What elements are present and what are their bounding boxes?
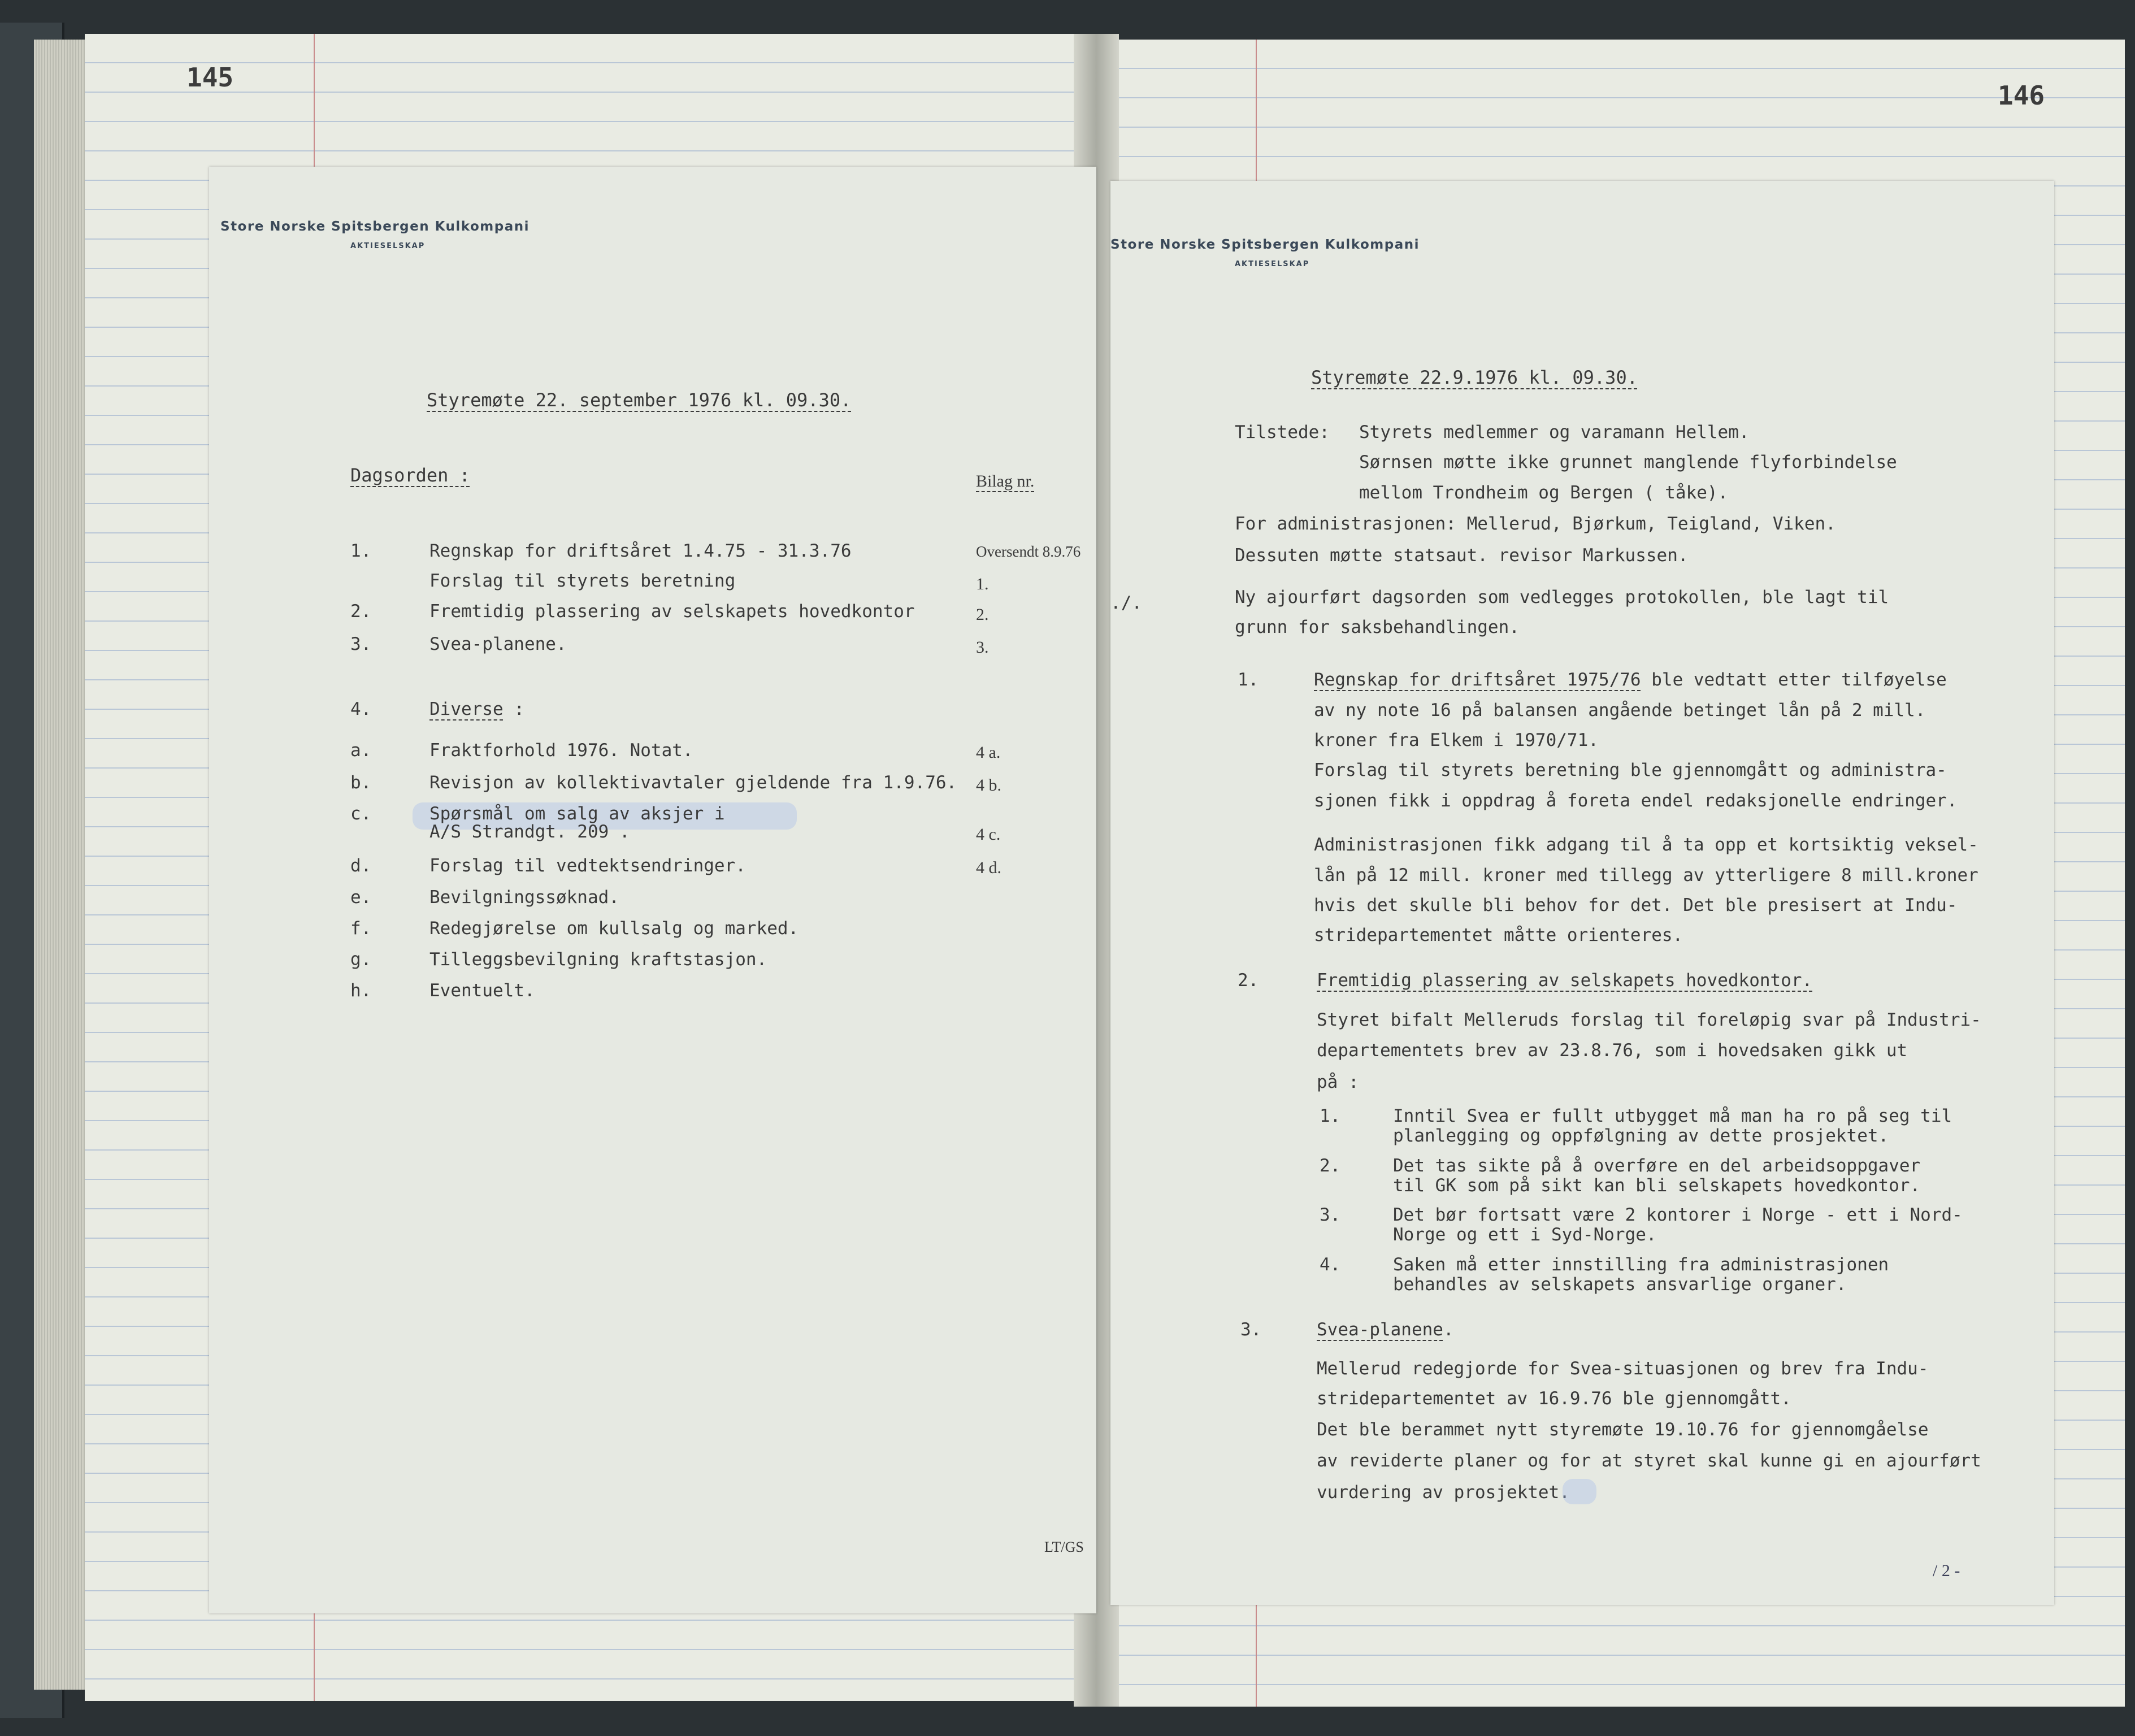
agenda-item-number: 2. xyxy=(350,601,372,622)
letterhead-form: AKTIESELSKAP xyxy=(350,242,426,250)
item3-heading-rest: . xyxy=(1443,1320,1454,1340)
item1-para2-line: hvis det skulle bli behov for det. Det ble presisert at Indu- xyxy=(1314,895,1958,915)
item1-line: kroner fra Elkem i 1970/71. xyxy=(1314,730,1599,750)
item1-line: sjonen fikk i oppdrag å foreta endel redaksjonelle endringer. xyxy=(1314,791,1958,811)
sub-item-letter: g. xyxy=(350,949,372,970)
minutes-sheet xyxy=(1110,181,2054,1605)
sub-item-letter: d. xyxy=(350,856,372,876)
sub-item-text: Spørsmål om salg av aksjer i xyxy=(429,804,725,824)
sub-item-letter: a. xyxy=(350,740,372,761)
present-line: Styrets medlemmer og varamann Hellem. xyxy=(1359,422,1750,442)
letterhead-form: AKTIESELSKAP xyxy=(1235,260,1310,268)
sub-item-bilag: 4 b. xyxy=(976,776,1001,795)
item3-line: av reviderte planer og for at styret skal kunne gi en ajourført xyxy=(1317,1451,1981,1471)
sub-item-letter: c. xyxy=(350,804,372,824)
sub-item-letter: b. xyxy=(350,772,372,793)
sub-point-number: 1. xyxy=(1320,1106,1341,1126)
sub-item-letter: h. xyxy=(350,980,372,1001)
item3-line: stridepartementet av 16.9.76 ble gjennomgått. xyxy=(1317,1388,1791,1409)
item1-heading-rest: ble vedtatt etter tilføyelse xyxy=(1641,670,1947,690)
diverse-heading xyxy=(429,701,524,718)
intro-line: Ny ajourført dagsorden som vedlegges protokollen, ble lagt til xyxy=(1235,587,1889,607)
left-page-number: 145 xyxy=(186,62,234,93)
agenda-item-number: 1. xyxy=(350,541,372,561)
bilag-label: Bilag nr. xyxy=(976,472,1035,491)
sub-item-text: Revisjon av kollektivavtaler gjeldende fra 1.9.76. xyxy=(429,772,957,793)
sub-item-text: Redegjørelse om kullsalg og marked. xyxy=(429,918,799,939)
sub-item-text: Forslag til vedtektsendringer. xyxy=(429,856,746,876)
item3-line: Mellerud redegjorde for Svea-situasjonen og brev fra Indu- xyxy=(1317,1359,1929,1379)
sub-point-line: Saken må etter innstilling fra administrasjonen xyxy=(1393,1255,1889,1275)
present-label: Tilstede: xyxy=(1235,422,1330,442)
minutes-item-number: 1. xyxy=(1238,670,1259,690)
agenda-item-text: Regnskap for driftsåret 1.4.75 - 31.3.76 xyxy=(429,541,852,561)
sub-point-line: behandles av selskapets ansvarlige organer. xyxy=(1393,1274,1847,1295)
minutes-item3-heading xyxy=(1317,1321,1454,1339)
sub-item-text: Eventuelt. xyxy=(429,980,535,1001)
sub-point-line: Norge og ett i Syd-Norge. xyxy=(1393,1225,1657,1245)
agenda-item-text: Svea-planene. xyxy=(429,634,567,654)
item2-line: på : xyxy=(1317,1072,1359,1092)
agenda-item-bilag: 2. xyxy=(976,605,989,624)
item1-para2-line: lån på 12 mill. kroner med tillegg av ytterligere 8 mill.kroner xyxy=(1314,865,1978,886)
sub-point-line: Det bør fortsatt være 2 kontorer i Norge - ett i Nord- xyxy=(1393,1205,1963,1225)
sub-item-text: Bevilgningssøknad. xyxy=(429,887,619,908)
sub-item-bilag: 4 a. xyxy=(976,743,1001,762)
sub-point-line: Inntil Svea er fullt utbygget må man ha ro på seg til xyxy=(1393,1106,1952,1126)
agenda-item-number: 4. xyxy=(350,699,372,719)
item2-line: departementets brev av 23.8.76, som i hovedsaken gikk ut xyxy=(1317,1040,1908,1061)
item1-heading-text: Regnskap for driftsåret 1975/76 xyxy=(1314,670,1641,690)
agenda-sheet xyxy=(209,167,1096,1613)
sub-point-line: til GK som på sikt kan bli selskapets hovedkontor. xyxy=(1393,1175,1921,1196)
dagsorden-label: Dagsorden : xyxy=(350,465,470,486)
item2-heading: Fremtidig plassering av selskapets hovedkontor. xyxy=(1317,970,1813,991)
sub-item-bilag: 4 c. xyxy=(976,825,1001,844)
sub-item-bilag: 4 d. xyxy=(976,858,1001,877)
sub-item-text-continued: A/S Strandgt. 209 . xyxy=(429,822,630,842)
minutes-item-number: 2. xyxy=(1238,970,1259,991)
admin-line: For administrasjonen: Mellerud, Bjørkum, Teigland, Viken. xyxy=(1235,514,1836,534)
sub-item-letter: e. xyxy=(350,887,372,908)
typist-initials: LT/GS xyxy=(1044,1539,1084,1555)
agenda-item-text: Forslag til styrets beretning xyxy=(429,571,736,591)
present-line: mellom Trondheim og Bergen ( tåke). xyxy=(1359,483,1729,503)
diverse-label: Diverse xyxy=(429,699,504,719)
sub-point-line: Det tas sikte på å overføre en del arbeidsoppgaver xyxy=(1393,1156,1921,1176)
item3-line: vurdering av prosjektet. xyxy=(1317,1482,1570,1503)
sub-item-text: Fraktforhold 1976. Notat. xyxy=(429,740,693,761)
sub-point-number: 2. xyxy=(1320,1156,1341,1176)
margin-mark: ./. xyxy=(1110,593,1142,613)
item3-line: Det ble berammet nytt styremøte 19.10.76 for gjennomgåelse xyxy=(1317,1420,1929,1440)
item3-heading-text: Svea-planene xyxy=(1317,1320,1443,1340)
item1-line: av ny note 16 på balansen angående betinget lån på 2 mill. xyxy=(1314,700,1926,721)
diverse-suffix: : xyxy=(503,699,524,719)
admin-line: Dessuten møtte statsaut. revisor Markussen. xyxy=(1235,545,1689,566)
continued-marker: / 2 - xyxy=(1933,1561,1960,1580)
agenda-item-bilag: 1. xyxy=(976,575,989,593)
minutes-title: Styremøte 22.9.1976 kl. 09.30. xyxy=(1311,367,1638,388)
item2-line: Styret bifalt Melleruds forslag til foreløpig svar på Industri- xyxy=(1317,1010,1981,1030)
agenda-item-bilag: Oversendt 8.9.76 xyxy=(976,543,1081,560)
item1-para2-line: Administrasjonen fikk adgang til å ta opp et kortsiktig veksel- xyxy=(1314,835,1978,855)
letterhead-company: Store Norske Spitsbergen Kulkompani xyxy=(1110,237,1420,252)
sub-item-text: Tilleggsbevilgning kraftstasjon. xyxy=(429,949,767,970)
agenda-title: Styremøte 22. september 1976 kl. 09.30. xyxy=(427,389,852,411)
item1-para2-line: stridepartementet måtte orienteres. xyxy=(1314,925,1683,945)
sub-point-number: 3. xyxy=(1320,1205,1341,1225)
present-line: Sørnsen møtte ikke grunnet manglende flyforbindelse xyxy=(1359,452,1897,472)
sub-point-line: planlegging og oppfølgning av dette prosjektet. xyxy=(1393,1126,1889,1146)
intro-line: grunn for saksbehandlingen. xyxy=(1235,617,1520,637)
sub-item-letter: f. xyxy=(350,918,372,939)
agenda-item-bilag: 3. xyxy=(976,638,989,657)
agenda-item-number: 3. xyxy=(350,634,372,654)
item1-line: Forslag til styrets beretning ble gjennomgått og administra- xyxy=(1314,760,1947,780)
letterhead-company: Store Norske Spitsbergen Kulkompani xyxy=(220,219,530,234)
agenda-item-text: Fremtidig plassering av selskapets hovedkontor xyxy=(429,601,915,622)
blue-ink-dot xyxy=(1563,1479,1596,1504)
right-page-number: 146 xyxy=(1998,80,2045,111)
minutes-item-number: 3. xyxy=(1240,1320,1262,1340)
minutes-item1-heading xyxy=(1314,671,1947,689)
sub-point-number: 4. xyxy=(1320,1255,1341,1275)
